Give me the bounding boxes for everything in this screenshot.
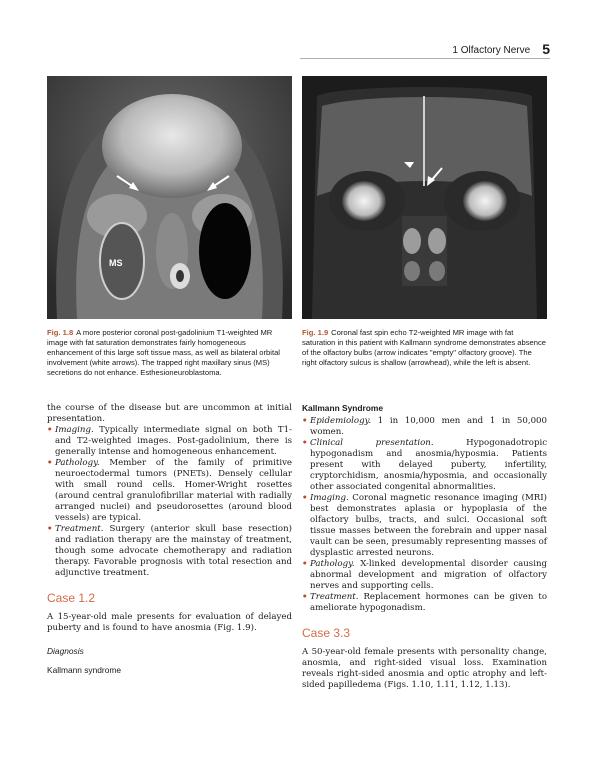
bullet-text: Hypogonadotropic hypogonadism and anosmia/hyposmia. Patients present with delayed puberty, infertility, cryptorchidism, anosmia/hyposmia, and occasionally other associated congenital abnormalities. bbox=[310, 438, 548, 492]
mr-image-t1 bbox=[47, 76, 292, 319]
bullet-term: Clinical presentation. bbox=[310, 438, 434, 448]
intro-paragraph: the course of the disease but are uncommon at initial presentation. bbox=[47, 403, 292, 424]
case-paragraph: A 50-year-old female presents with personality change, anosmia, and right-sided visual loss. Examination reveals right-sided anosmia and optic atrophy and left-sided papilledema (Figs. 1.10, 1.11, 1.12, 1.13). bbox=[302, 647, 547, 690]
bullet-imaging bbox=[302, 493, 547, 559]
bullet-clinical-presentation bbox=[302, 438, 547, 493]
bullet-term: Pathology. bbox=[310, 559, 355, 569]
running-header bbox=[300, 40, 550, 59]
ms-label: MS bbox=[109, 258, 123, 268]
bullet-treatment bbox=[302, 592, 547, 614]
bullet-text: Member of the family of primitive neuroectodermal tumors (PNETs). Densely cellular with small round cells. Homer-Wright rosettes (around central granulofibrillar material with radially arranged nuclei) and pseudorosettes (around blood vessels) are typical. bbox=[55, 458, 293, 523]
case-heading: Case 1.2 bbox=[47, 591, 96, 605]
bullet-dot-icon: • bbox=[302, 559, 308, 569]
bullet-term: Pathology. bbox=[55, 458, 100, 468]
page-number: 5 bbox=[542, 41, 550, 57]
diagnosis-text: Kallmann syndrome bbox=[47, 665, 122, 675]
bullet-dot-icon: • bbox=[302, 438, 308, 448]
figure-label: Fig. 1.8 bbox=[47, 328, 74, 337]
bullet-epidemiology bbox=[302, 416, 547, 438]
left-text-column bbox=[47, 403, 292, 676]
section-heading: Kallmann Syndrome bbox=[302, 403, 383, 413]
bullet-dot-icon: • bbox=[47, 425, 53, 435]
case-paragraph: A 15-year-old male presents for evaluation of delayed puberty and is found to have anosmia (Fig. 1.9). bbox=[47, 612, 292, 633]
figure-1-9-caption bbox=[302, 328, 547, 368]
right-text-column bbox=[302, 403, 547, 691]
section-title: 1 Olfactory Nerve bbox=[452, 45, 531, 56]
bullet-dot-icon: • bbox=[302, 493, 308, 503]
caption-text: A more posterior coronal post-gadolinium T1-weighted MR image with fat saturation demonstrates fairly homogeneous enhancement of this large soft tissue mass, as well as bilateral orbital involvement (white arrows). The trapped right maxillary sinus (MS) secretions do not enhance. Esthesioneuroblastoma. bbox=[47, 328, 280, 377]
diagnosis-heading: Diagnosis bbox=[47, 646, 84, 656]
caption-text: Coronal fast spin echo T2-weighted MR image with fat saturation in this patient with Kallmann syndrome demonstrates absence of the olfactory bulbs (arrow indicates "empty" olfactory groove). The right olfactory sulcus is shallow (arrowhead), while the left is absent. bbox=[302, 328, 546, 367]
figure-1-8-mr-image bbox=[47, 76, 292, 319]
bullet-dot-icon: • bbox=[302, 592, 308, 602]
bullet-term: Treatment. bbox=[310, 592, 359, 602]
figure-1-9-mr-image bbox=[302, 76, 547, 319]
bullet-pathology bbox=[302, 559, 547, 592]
bullet-text: Replacement hormones can be given to ameliorate hypogonadism. bbox=[310, 592, 547, 613]
bullet-dot-icon: • bbox=[47, 524, 53, 534]
bullet-pathology bbox=[47, 458, 292, 524]
bullet-text: 1 in 10,000 men and 1 in 50,000 women. bbox=[310, 416, 547, 437]
bullet-dot-icon: • bbox=[302, 416, 308, 426]
bullet-term: Imaging. bbox=[310, 493, 349, 503]
bullet-term: Epidemiology. bbox=[310, 416, 372, 426]
mr-image-t2 bbox=[302, 76, 547, 319]
bullet-imaging bbox=[47, 425, 292, 458]
bullet-term: Treatment. bbox=[55, 524, 104, 534]
bullet-term: Imaging. bbox=[55, 425, 94, 435]
figure-1-8-caption bbox=[47, 328, 292, 378]
bullet-treatment bbox=[47, 524, 292, 579]
bullet-dot-icon: • bbox=[47, 458, 53, 468]
case-heading: Case 3.3 bbox=[302, 626, 351, 640]
bullet-text: Typically intermediate signal on both T1- and T2-weighted images. Post-gadolinium, there is generally intense and homogeneous enhancement. bbox=[55, 425, 293, 457]
bullet-text: Surgery (anterior skull base resection) and radiation therapy are the mainstay of treatment, though some advocate chemotherapy and radiation therapy. Favorable prognosis with total resection and adjunctive treatment. bbox=[55, 524, 292, 578]
bullet-text: Coronal magnetic resonance imaging (MRI) best demonstrates aplasia or hypoplasia of the olfactory bulbs, tracts, and sulci. Occasional soft tissue masses between the forebrain and upper nasal vault can be seen, presumably representing masses of dysplastic arrested neurons. bbox=[310, 493, 548, 558]
figure-label: Fig. 1.9 bbox=[302, 328, 329, 337]
bullet-text: X-linked developmental disorder causing abnormal development and migration of olfactory nerves and supporting cells. bbox=[310, 559, 547, 591]
